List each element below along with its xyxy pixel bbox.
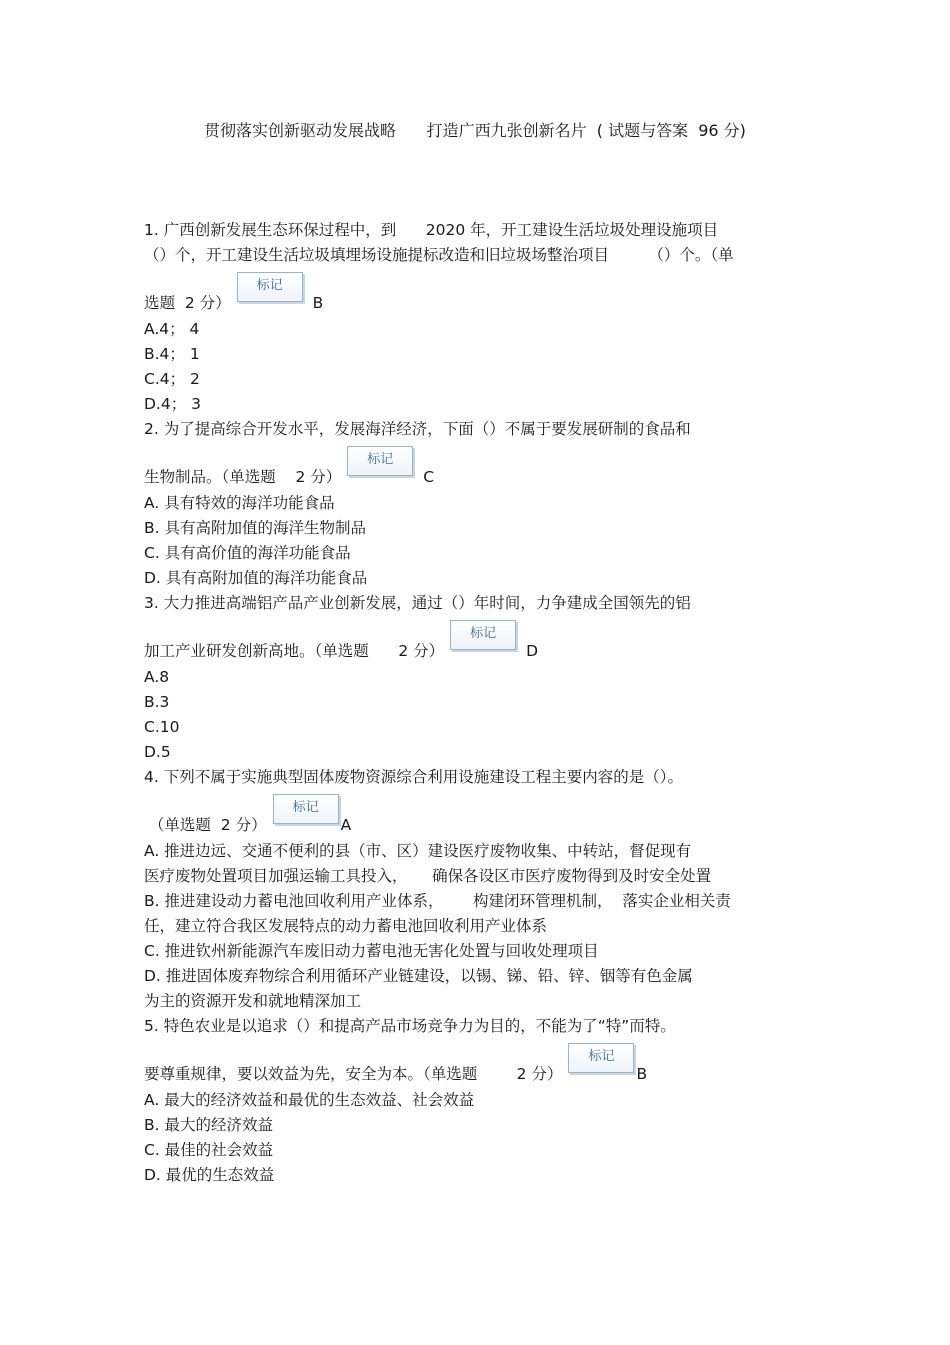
option-d: D.4； 3 [144,395,202,413]
option-a: A.8 [144,668,170,686]
option-b-continued: 任，建立符合我区发展特点的动力蓄电池回收利用产业体系 [144,917,548,935]
question-stem-last-line [144,278,824,316]
option-a: A. 推进边远、交通不便利的县（市、区）建设医疗废物收集、中转站，督促现有 [144,842,692,860]
mark-button[interactable]: 标记 [237,272,303,302]
question-1 [144,218,824,417]
question-stem-line: 2. 为了提高综合开发水平，发展海洋经济，下面（）不属于要发展研制的食品和 [144,420,691,438]
option-d-continued: 为主的资源开发和就地精深加工 [144,992,362,1010]
question-list [144,218,824,1188]
option-d: D.5 [144,743,171,761]
mark-button[interactable]: 标记 [347,446,413,476]
question-stem-last-line [144,626,824,664]
option-b: B.4； 1 [144,345,200,363]
page-title: 贯彻落实创新驱动发展战略 打造广西九张创新名片 ( 试题与答案 96 分) [204,121,746,140]
option-c: C. 具有高价值的海洋功能食品 [144,544,351,562]
option-a: A.4； 4 [144,320,200,338]
answer-label: B [636,1065,648,1083]
option-c: C.10 [144,718,180,736]
option-b: B. 最大的经济效益 [144,1116,273,1134]
answer-label: D [526,642,539,660]
question-stem-line: 3. 大力推进高端铝产品产业创新发展，通过（）年时间，力争建成全国领先的铝 [144,594,691,612]
option-a-continued: 医疗废物处置项目加强运输工具投入， 确保各设区市医疗废物得到及时安全处置 [144,867,712,885]
question-stem-text: （单选题 2 分） [144,816,267,834]
mark-button[interactable]: 标记 [568,1043,634,1073]
question-stem-line: 1. 广西创新发展生态环保过程中，到 2020 年，开工建设生活垃圾处理设施项目 [144,221,719,239]
option-b: B. 具有高附加值的海洋生物制品 [144,519,366,537]
option-d: D. 推进固体废弃物综合利用循环产业链建设，以锡、锑、铅、锌、铟等有色金属 [144,967,693,985]
option-a: A. 具有特效的海洋功能食品 [144,494,335,512]
question-stem-last-line [144,800,824,838]
option-d: D. 最优的生态效益 [144,1166,275,1184]
question-stem-text: 生物制品。（单选题 2 分） [144,468,342,486]
question-stem-last-line [144,452,824,490]
answer-label: B [312,294,324,312]
question-stem-line: 4. 下列不属于实施典型固体废物资源综合利用设施建设工程主要内容的是（）。 [144,768,683,786]
answer-label: A [340,816,352,834]
option-a: A. 最大的经济效益和最优的生态效益、社会效益 [144,1091,475,1109]
question-stem-text: 选题 2 分） [144,294,231,312]
option-b: B. 推进建设动力蓄电池回收利用产业体系， 构建闭环管理机制， 落实企业相关责 [144,892,731,910]
mark-button[interactable]: 标记 [450,620,516,650]
option-c: C. 最佳的社会效益 [144,1141,274,1159]
question-stem-text: 要尊重规律，要以效益为先，安全为本。（单选题 2 分） [144,1065,563,1083]
option-d: D. 具有高附加值的海洋功能食品 [144,569,368,587]
question-5 [144,1014,824,1188]
option-b: B.3 [144,693,170,711]
mark-button[interactable]: 标记 [273,794,339,824]
question-stem-line: （）个，开工建设生活垃圾填埋场设施提标改造和旧垃圾场整治项目 （）个。（单 [144,246,734,264]
question-2 [144,417,824,591]
option-c: C. 推进钦州新能源汽车废旧动力蓄电池无害化处置与回收处理项目 [144,942,599,960]
question-stem-last-line [144,1049,824,1087]
question-stem-text: 加工产业研发创新高地。（单选题 2 分） [144,642,445,660]
answer-label: C [423,468,435,486]
question-3 [144,591,824,765]
option-c: C.4； 2 [144,370,200,388]
question-4 [144,765,824,1014]
question-stem-line: 5. 特色农业是以追求（）和提高产品市场竞争力为目的，不能为了“特”而特。 [144,1017,676,1035]
